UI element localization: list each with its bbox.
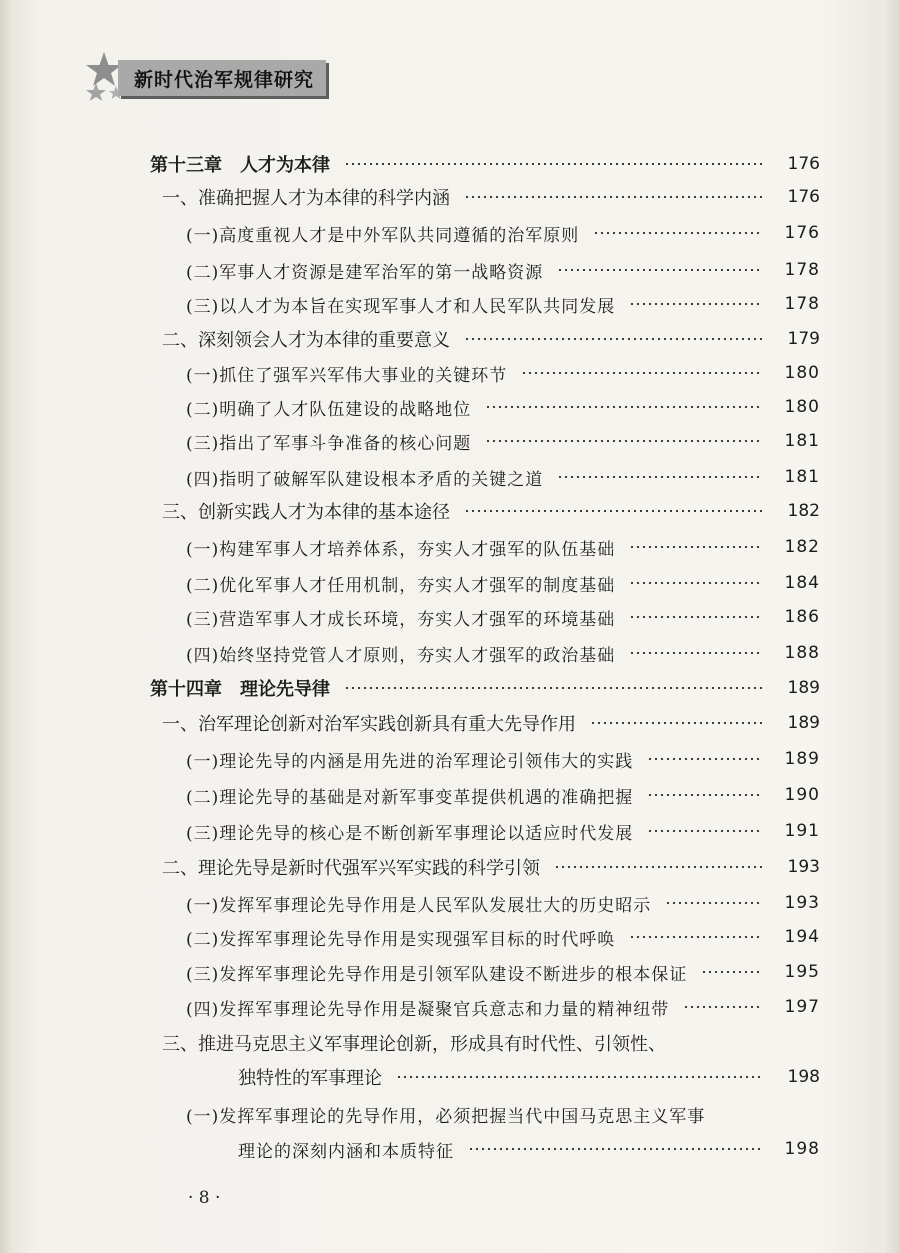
toc-entry-title: (三)以人才为本旨在实现军事人才和人民军队共同发展: [186, 296, 616, 317]
toc-page-number: 193: [784, 893, 820, 913]
toc-entry-title: (四)指明了破解军队建设根本矛盾的关键之道: [186, 469, 544, 490]
toc-entry-title: (一)高度重视人才是中外军队共同遵循的治军原则: [186, 225, 580, 246]
toc-page-number: 189: [787, 678, 820, 698]
toc-page-number: 195: [784, 962, 820, 982]
toc-page-number: 193: [787, 857, 820, 877]
toc-subsection-row[interactable]: [0, 253, 900, 287]
toc-page-number: 182: [787, 501, 820, 521]
toc-entry-title: (三)理论先导的核心是不断创新军事理论以适应时代发展: [186, 823, 634, 844]
toc-leader-dots: [464, 338, 762, 340]
toc-page-number: 198: [787, 1067, 820, 1087]
toc-leader-dots: [396, 1076, 762, 1078]
toc-entry-title: (三)发挥军事理论先导作用是引领军队建设不断进步的根本保证: [186, 964, 688, 985]
toc-subsection-row[interactable]: [0, 886, 900, 920]
toc-entry-title: 独特性的军事理论: [238, 1068, 382, 1089]
toc-subsection-row[interactable]: [0, 424, 900, 458]
toc-page-number: 182: [784, 537, 820, 557]
toc-entry-title: (四)始终坚持党管人才原则，夯实人才强军的政治基础: [186, 645, 616, 666]
toc-subsection-row[interactable]: [0, 636, 900, 670]
toc-leader-dots: [464, 196, 762, 198]
toc-page-number: 178: [784, 294, 820, 314]
toc-leader-dots: [629, 652, 762, 654]
toc-subsection-row[interactable]: [0, 742, 900, 776]
toc-page-number: 179: [787, 329, 820, 349]
toc-entry-title: 二、深刻领会人才为本律的重要意义: [162, 330, 450, 351]
toc-section-row[interactable]: [0, 180, 900, 214]
toc-subsection-row[interactable]: [0, 814, 900, 848]
toc-page-number: 189: [787, 713, 820, 733]
toc-subsection-row[interactable]: [0, 356, 900, 390]
toc-entry-title: (一)发挥军事理论先导作用是人民军队发展壮大的历史昭示: [186, 895, 652, 916]
toc-section-row[interactable]: [0, 494, 900, 528]
toc-page-number: 176: [787, 187, 820, 207]
toc-leader-dots: [629, 616, 762, 618]
toc-chapter-row[interactable]: [0, 147, 900, 181]
toc-subsection-row[interactable]: [0, 1097, 900, 1131]
toc-leader-dots: [629, 936, 762, 938]
toc-leader-dots: [701, 971, 762, 973]
toc-entry-title: (三)营造军事人才成长环境，夯实人才强军的环境基础: [186, 609, 616, 630]
toc-subsection-row[interactable]: [0, 920, 900, 954]
toc-entry-title: 一、准确把握人才为本律的科学内涵: [162, 188, 450, 209]
toc-entry-title: 三、推进马克思主义军事理论创新，形成具有时代性、引领性、: [162, 1034, 666, 1055]
toc-page-number: 176: [787, 154, 820, 174]
toc-leader-dots: [485, 406, 762, 408]
toc-entry-title: (一)发挥军事理论的先导作用，必须把握当代中国马克思主义军事: [186, 1106, 706, 1127]
toc-page-number: 181: [784, 431, 820, 451]
toc-entry-title: (四)发挥军事理论先导作用是凝聚官兵意志和力量的精神纽带: [186, 999, 670, 1020]
toc-page-number: 189: [784, 749, 820, 769]
toc-page-number: 191: [784, 821, 820, 841]
toc-leader-dots: [647, 794, 762, 796]
toc-leader-dots: [683, 1006, 762, 1008]
toc-subsection-row[interactable]: [0, 390, 900, 424]
toc-page-number: 184: [784, 573, 820, 593]
toc-leader-dots: [593, 232, 762, 234]
toc-page-number: 180: [784, 363, 820, 383]
toc-entry-title: (二)军事人才资源是建军治军的第一战略资源: [186, 262, 544, 283]
toc-leader-dots: [647, 758, 762, 760]
toc-leader-dots: [344, 687, 762, 689]
toc-leader-dots: [344, 163, 762, 165]
toc-page-number: 190: [784, 785, 820, 805]
page-number: · 8 ·: [188, 1188, 221, 1208]
toc-entry-title: (一)构建军事人才培养体系，夯实人才强军的队伍基础: [186, 539, 616, 560]
toc-leader-dots: [629, 303, 762, 305]
toc-page-number: 194: [784, 927, 820, 947]
toc-page-number: 188: [784, 643, 820, 663]
toc-leader-dots: [485, 440, 762, 442]
toc-leader-dots: [629, 546, 762, 548]
toc-section-row[interactable]: [0, 322, 900, 356]
toc-leader-dots: [647, 830, 762, 832]
toc-page-number: 186: [784, 607, 820, 627]
toc-entry-title: (二)发挥军事理论先导作用是实现强军目标的时代呼唤: [186, 929, 616, 950]
toc-subsection-row[interactable]: [0, 216, 900, 250]
toc-entry-title: 二、理论先导是新时代强军兴军实践的科学引领: [162, 858, 540, 879]
toc-entry-title: (一)理论先导的内涵是用先进的治军理论引领伟大的实践: [186, 751, 634, 772]
toc-page-number: 178: [784, 260, 820, 280]
toc-entry-title: 三、创新实践人才为本律的基本途径: [162, 502, 450, 523]
toc-subsection-row[interactable]: [0, 460, 900, 494]
toc-section-row[interactable]: [0, 1060, 900, 1094]
toc-section-row[interactable]: [0, 1026, 900, 1060]
toc-leader-dots: [590, 722, 762, 724]
toc-leader-dots: [557, 269, 762, 271]
toc-leader-dots: [468, 1148, 762, 1150]
toc-entry-title: (二)明确了人才队伍建设的战略地位: [186, 399, 472, 420]
toc-entry-title: (二)优化军事人才任用机制，夯实人才强军的制度基础: [186, 575, 616, 596]
toc-leader-dots: [629, 582, 762, 584]
toc-entry-title: (二)理论先导的基础是对新军事变革提供机遇的准确把握: [186, 787, 634, 808]
toc-leader-dots: [521, 372, 762, 374]
toc-page-number: 197: [784, 997, 820, 1017]
toc-subsection-row[interactable]: [0, 600, 900, 634]
toc-page-number: 181: [784, 467, 820, 487]
toc-entry-title: (一)抓住了强军兴军伟大事业的关键环节: [186, 365, 508, 386]
toc-subsection-row[interactable]: [0, 955, 900, 989]
toc-leader-dots: [554, 866, 762, 868]
toc-page-number: 176: [784, 223, 820, 243]
toc-subsection-row[interactable]: [0, 990, 900, 1024]
toc-subsection-row[interactable]: [0, 287, 900, 321]
toc-leader-dots: [665, 902, 762, 904]
toc-entry-title: 第十四章 理论先导律: [150, 679, 330, 700]
toc-section-row[interactable]: [0, 706, 900, 740]
toc-section-row[interactable]: [0, 850, 900, 884]
toc-entry-title: 第十三章 人才为本律: [150, 155, 330, 176]
running-header-title: 新时代治军规律研究: [134, 68, 315, 91]
toc-subsection-row[interactable]: [0, 530, 900, 564]
toc-subsection-row[interactable]: [0, 1132, 900, 1166]
toc-entry-title: 理论的深刻内涵和本质特征: [238, 1141, 454, 1162]
toc-page-number: 198: [784, 1139, 820, 1159]
toc-subsection-row[interactable]: [0, 566, 900, 600]
toc-subsection-row[interactable]: [0, 778, 900, 812]
toc-entry-title: 一、治军理论创新对治军实践创新具有重大先导作用: [162, 714, 576, 735]
toc-entry-title: (三)指出了军事斗争准备的核心问题: [186, 433, 472, 454]
toc-page-number: 180: [784, 397, 820, 417]
toc-leader-dots: [464, 510, 762, 512]
toc-chapter-row[interactable]: [0, 671, 900, 705]
toc-leader-dots: [557, 476, 762, 478]
